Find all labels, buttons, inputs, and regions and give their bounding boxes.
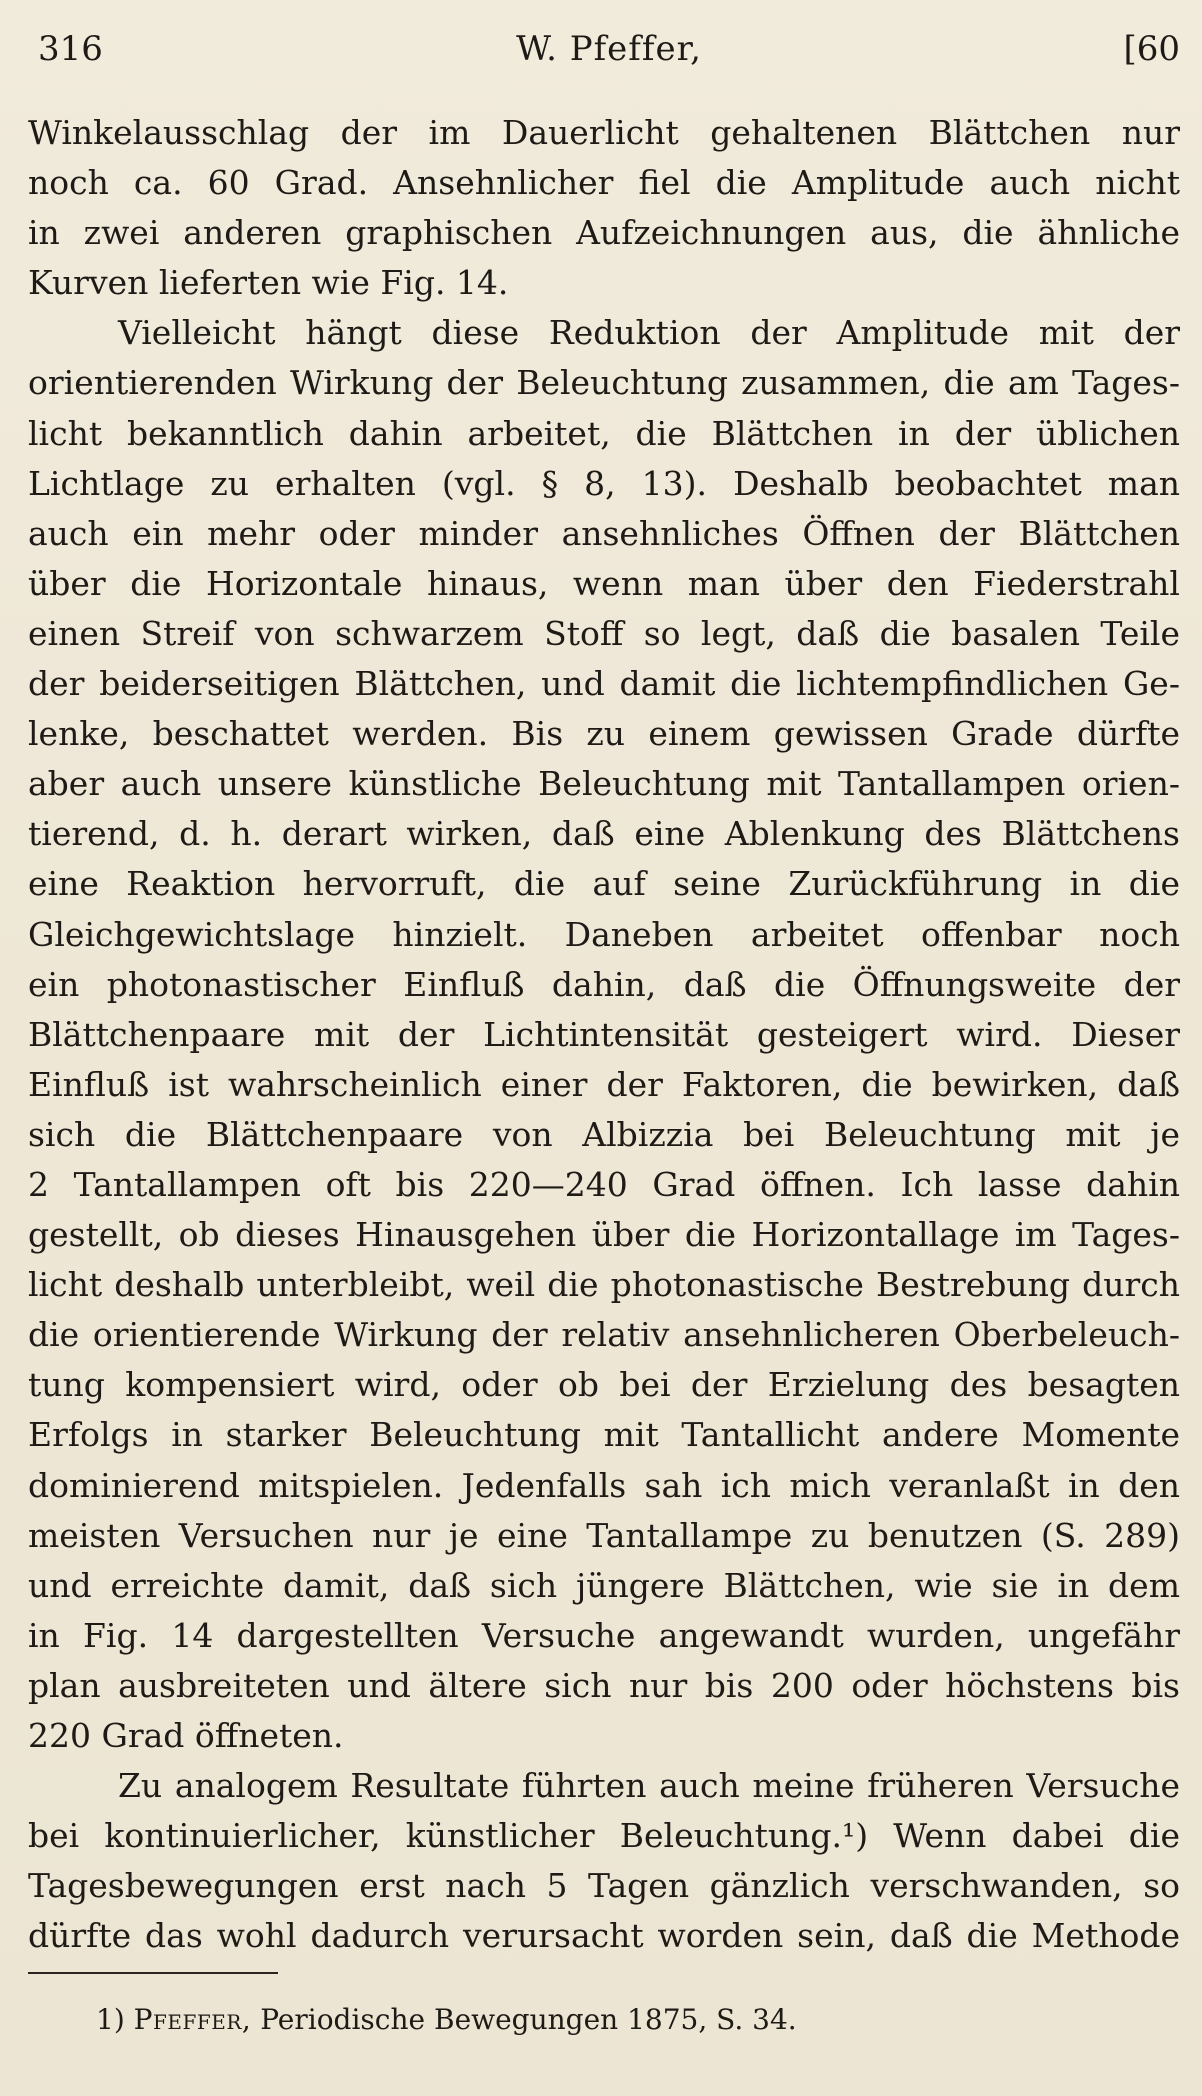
text-line: licht bekanntlich dahin arbeitet, die Blättchen in der üblichen — [28, 413, 1180, 453]
text-line: sich die Blättchenpaare von Albizzia bei Beleuchtung mit je — [28, 1114, 1180, 1154]
text-line: orientierenden Wirkung der Beleuchtung zusammen, die am Tages- — [28, 363, 1180, 403]
footnote-author: Pfeffer, — [133, 2003, 252, 2036]
footnote-text: Periodische Bewegungen 1875, S. 34. — [260, 2003, 797, 2036]
text-line: Tagesbewegungen erst nach 5 Tagen gänzlich verschwanden, so — [28, 1866, 1180, 1906]
text-line: gestellt, ob dieses Hinausgehen über die Horizontallage im Tages- — [28, 1215, 1180, 1255]
running-title: W. Pfeffer, — [516, 29, 702, 69]
footnote-rule — [28, 1972, 278, 1974]
text-line: Winkelausschlag der im Dauerlicht gehaltenen Blättchen nur — [28, 113, 1180, 152]
text-line: dominierend mitspielen. Jedenfalls sah ich mich veranlaßt in den — [28, 1465, 1180, 1505]
text-line: tung kompensiert wird, oder ob bei der Erzielung des besagten — [28, 1365, 1180, 1405]
text-line: in Fig. 14 dargestellten Versuche angewandt wurden, ungefähr — [28, 1615, 1180, 1655]
text-line: 220 Grad öffneten. — [28, 1716, 344, 1755]
text-line: ein photonastischer Einfluß dahin, daß die Öffnungsweite der — [28, 964, 1180, 1004]
original-page-reference: [60 — [1123, 29, 1180, 69]
text-line: noch ca. 60 Grad. Ansehnlicher fiel die Amplitude auch nicht — [28, 163, 1180, 203]
text-line: Zu analogem Resultate führten auch meine früheren Versuche — [118, 1766, 1180, 1806]
footnote-marker: 1) — [96, 2003, 125, 2036]
text-line: 2 Tantallampen oft bis 220—240 Grad öffnen. Ich lasse dahin — [28, 1164, 1180, 1204]
text-line: auch ein mehr oder minder ansehnliches Öffnen der Blättchen — [28, 513, 1180, 553]
text-line: in zwei anderen graphischen Aufzeichnungen aus, die ähnliche — [28, 213, 1180, 253]
text-line: und erreichte damit, daß sich jüngere Blättchen, wie sie in dem — [28, 1565, 1180, 1605]
footnote — [96, 2000, 797, 2040]
text-line: dürfte das wohl dadurch verursacht worden sein, daß die Methode — [28, 1916, 1180, 1956]
text-line: Blättchenpaare mit der Lichtintensität gesteigert wird. Dieser — [28, 1014, 1180, 1054]
text-line: licht deshalb unterbleibt, weil die photonastische Bestrebung durch — [28, 1265, 1180, 1305]
body-text — [28, 108, 1180, 1961]
text-line: Erfolgs in starker Beleuchtung mit Tantallicht andere Momente — [28, 1415, 1180, 1455]
text-line: die orientierende Wirkung der relativ ansehnlicheren Oberbeleuch- — [28, 1315, 1180, 1355]
text-line: bei kontinuierlicher, künstlicher Beleuchtung.¹) Wenn dabei die — [28, 1816, 1180, 1856]
text-line: eine Reaktion hervorruft, die auf seine Zurückführung in die — [28, 864, 1180, 904]
text-line: Lichtlage zu erhalten (vgl. § 8, 13). Deshalb beobachtet man — [28, 463, 1180, 503]
text-line: Gleichgewichtslage hinzielt. Daneben arbeitet offenbar noch — [28, 914, 1180, 954]
text-line: Kurven lieferten wie Fig. 14. — [28, 263, 509, 303]
page-header — [38, 26, 1180, 72]
text-line: aber auch unsere künstliche Beleuchtung mit Tantallampen orien- — [28, 764, 1180, 804]
text-line: über die Horizontale hinaus, wenn man über den Fiederstrahl — [28, 563, 1180, 603]
text-line: meisten Versuchen nur je eine Tantallampe zu benutzen (S. 289) — [28, 1515, 1180, 1555]
text-line: einen Streif von schwarzem Stoff so legt, daß die basalen Teile — [28, 613, 1180, 653]
page-number: 316 — [38, 29, 103, 69]
text-line: lenke, beschattet werden. Bis zu einem gewissen Grade dürfte — [28, 714, 1180, 754]
text-line: Einfluß ist wahrscheinlich einer der Faktoren, die bewirken, daß — [28, 1064, 1180, 1104]
text-line: tierend, d. h. derart wirken, daß eine Ablenkung des Blättchens — [28, 814, 1180, 854]
text-line: der beiderseitigen Blättchen, und damit die lichtempfindlichen Ge- — [28, 664, 1180, 704]
text-line: Vielleicht hängt diese Reduktion der Amplitude mit der — [118, 313, 1180, 353]
text-line: plan ausbreiteten und ältere sich nur bis 200 oder höchstens bis — [28, 1665, 1180, 1705]
